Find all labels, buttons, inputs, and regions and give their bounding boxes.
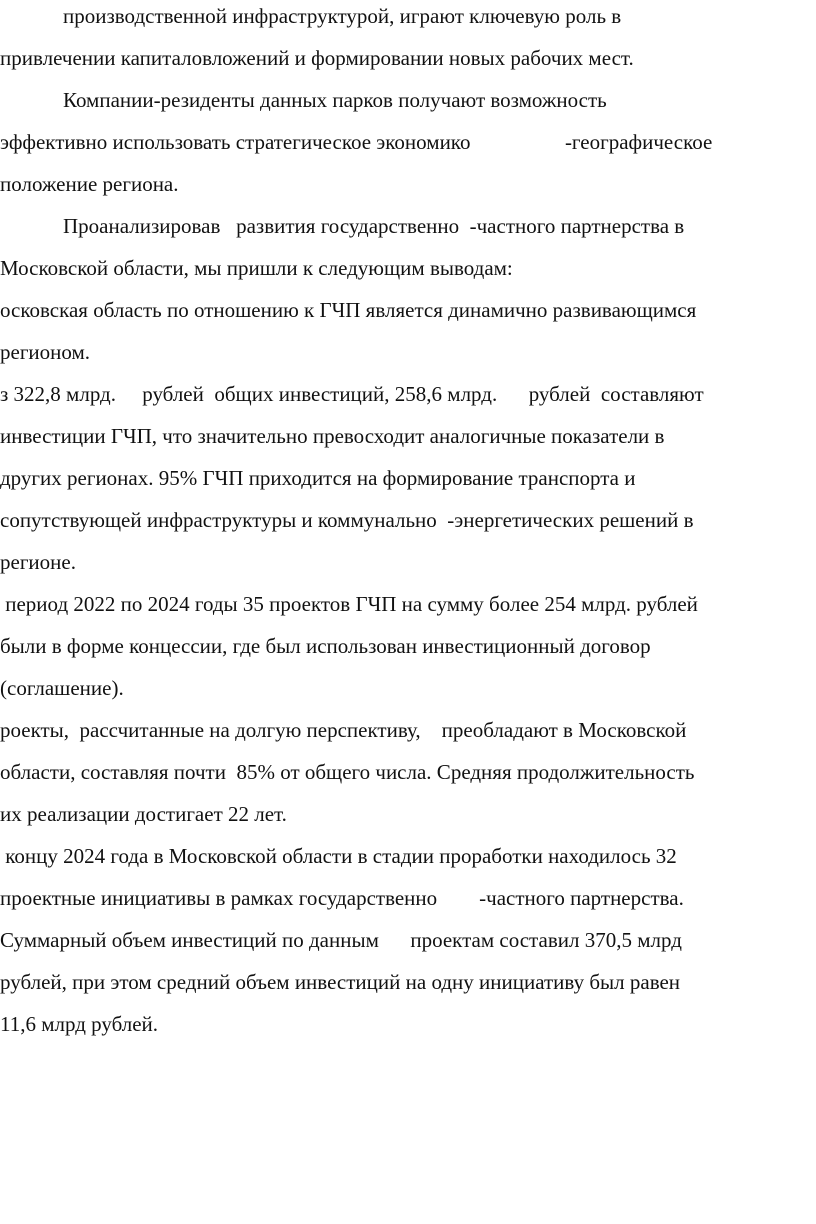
text-line-20: их реализации достигает 22 лет. [0,802,287,826]
text-line-2: привлечении капиталовложений и формировании новых рабочих мест. [0,46,634,70]
text-line-21: концу 2024 года в Московской области в стадии проработки находилось 32 [0,844,677,868]
text-line-10: з 322,8 млрд. рублей общих инвестиций, 258,6 млрд. рублей составляют [0,382,704,406]
text-line-19: области, составляя почти 85% от общего числа. Средняя продолжительность [0,760,695,784]
text-line-11: инвестиции ГЧП, что значительно превосходит аналогичные показатели в [0,424,665,448]
text-line-16: были в форме концессии, где был использован инвестиционный договор [0,634,651,658]
text-line-24: рублей, при этом средний объем инвестиций на одну инициативу был равен [0,970,681,994]
text-line-4: эффективно использовать стратегическое экономико -географическое [0,130,713,154]
text-line-23: Суммарный объем инвестиций по данным проектам составил 370,5 млрд [0,928,682,952]
text-line-3: Компании-резиденты данных парков получают возможность [63,88,607,112]
text-line-17: (соглашение). [0,676,124,700]
text-line-15: период 2022 по 2024 годы 35 проектов ГЧП на сумму более 254 млрд. рублей [0,592,698,616]
text-line-8: осковская область по отношению к ГЧП является динамично развивающимся [0,298,697,322]
text-line-18: роекты, рассчитанные на долгую перспективу, преобладают в Московской [0,718,687,742]
text-line-14: регионе. [0,550,76,574]
text-line-25: 11,6 млрд рублей. [0,1012,159,1036]
text-line-13: сопутствующей инфраструктуры и коммунально -энергетических решений в [0,508,694,532]
text-line-22: проектные инициативы в рамках государственно -частного партнерства. [0,886,684,910]
text-line-7: Московской области, мы пришли к следующим выводам: [0,256,513,280]
text-line-6: Проанализировав развития государственно -частного партнерства в [63,214,685,238]
text-line-12: других регионах. 95% ГЧП приходится на формирование транспорта и [0,466,636,490]
text-line-5: положение региона. [0,172,179,196]
text-line-1: производственной инфраструктурой, играют ключевую роль в [63,4,622,28]
text-line-9: регионом. [0,340,91,364]
